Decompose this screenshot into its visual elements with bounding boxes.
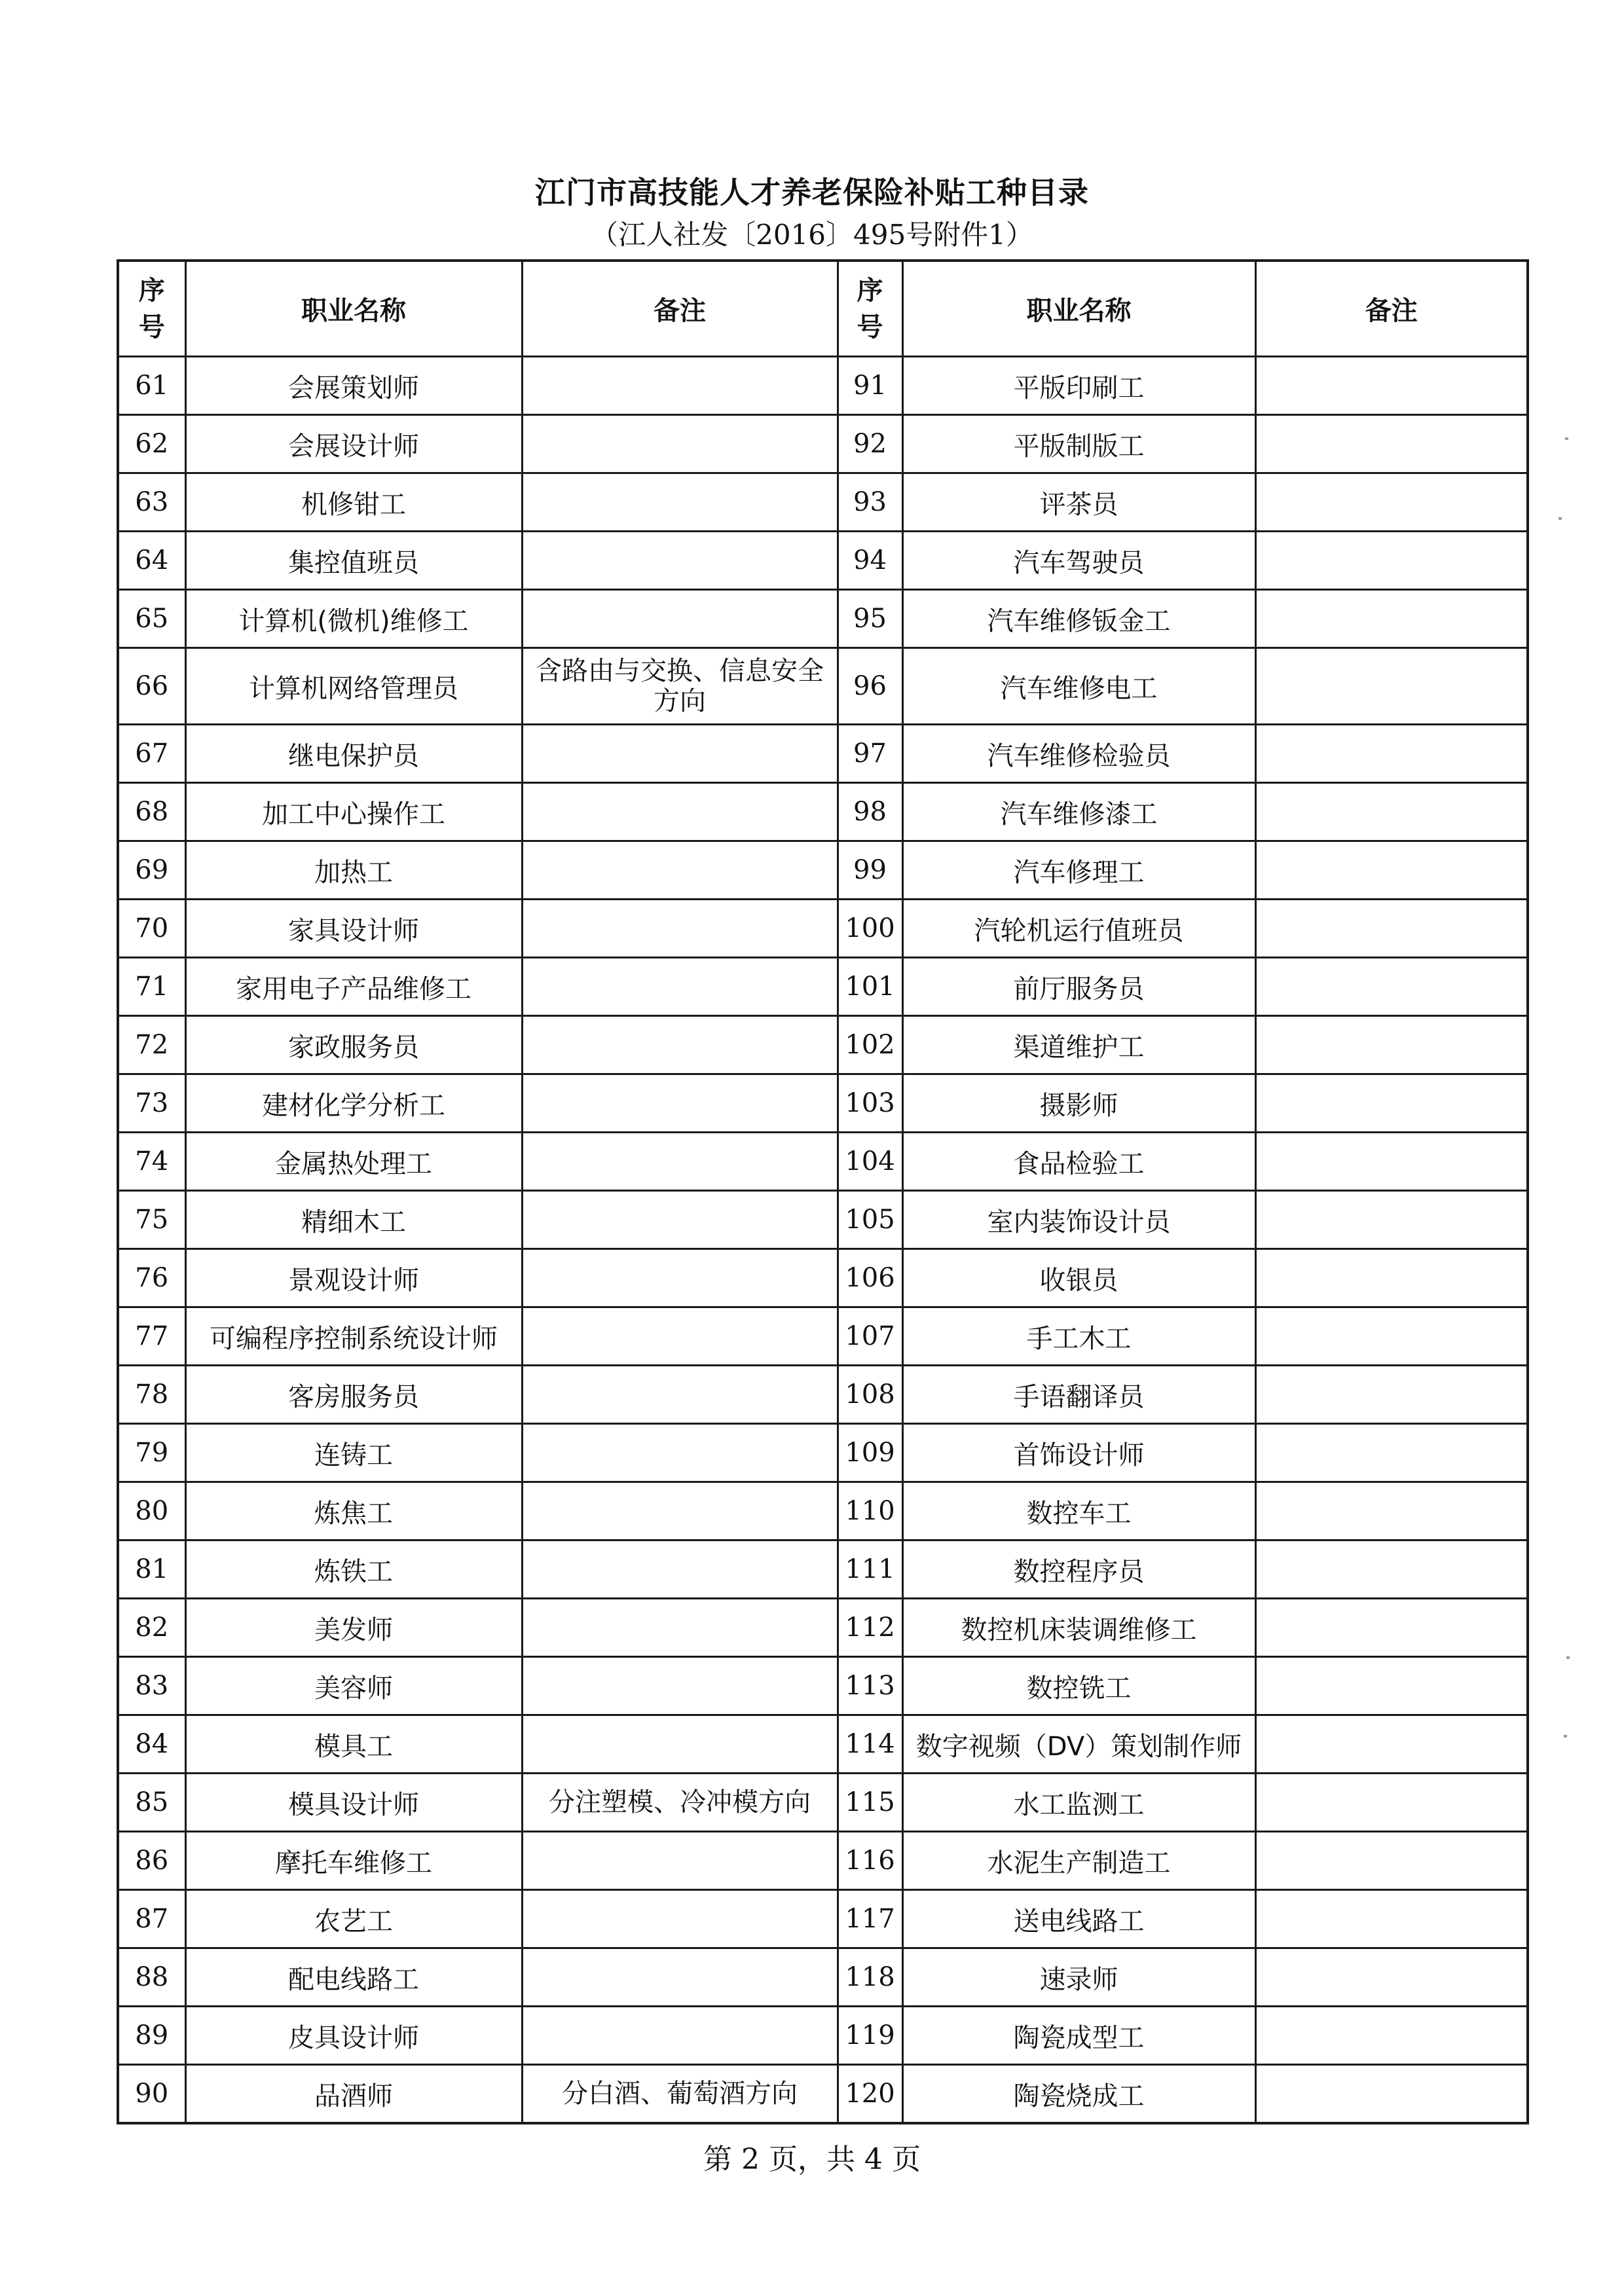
occupation-cell-left: 配电线路工 (185, 1948, 522, 2007)
occupation-cell-right: 平版印刷工 (902, 357, 1255, 415)
remark-cell-left (522, 2007, 838, 2065)
remark-cell-right (1255, 1890, 1528, 1948)
occupation-cell-right: 手语翻译员 (902, 1366, 1255, 1424)
remark-cell-left (522, 415, 838, 473)
remark-cell-left (522, 841, 838, 900)
table-row (118, 1540, 1528, 1599)
seq-cell-left: 85 (118, 1774, 185, 1832)
seq-cell-left: 81 (118, 1540, 185, 1599)
header-seq-text: 序 号 (138, 275, 165, 342)
seq-cell-right: 117 (838, 1890, 902, 1948)
table-row (118, 900, 1528, 958)
occupation-cell-right: 摄影师 (902, 1074, 1255, 1133)
occupation-cell-right: 汽车维修检验员 (902, 725, 1255, 783)
table-row (118, 783, 1528, 841)
table-header-row (118, 261, 1528, 357)
seq-cell-right: 103 (838, 1074, 902, 1133)
table-row (118, 958, 1528, 1016)
occupation-cell-right: 前厅服务员 (902, 958, 1255, 1016)
table-row (118, 1948, 1528, 2007)
remark-cell-left (522, 1366, 838, 1424)
remark-cell-left (522, 1191, 838, 1249)
seq-cell-right: 93 (838, 473, 902, 532)
occupation-cell-left: 模具设计师 (185, 1774, 522, 1832)
remark-cell-left (522, 590, 838, 648)
seq-cell-right: 119 (838, 2007, 902, 2065)
occupation-cell-left: 品酒师 (185, 2065, 522, 2124)
remark-cell-right (1255, 1774, 1528, 1832)
remark-cell-left: 分注塑模、冷冲模方向 (522, 1774, 838, 1832)
remark-cell-right (1255, 1074, 1528, 1133)
remark-cell-right (1255, 473, 1528, 532)
seq-cell-right: 92 (838, 415, 902, 473)
seq-cell-right: 101 (838, 958, 902, 1016)
table-row (118, 1191, 1528, 1249)
page-footer: 第 2 页，共 4 页 (703, 2143, 921, 2176)
remark-cell-right (1255, 590, 1528, 648)
table-row (118, 1890, 1528, 1948)
occupation-cell-right: 评茶员 (902, 473, 1255, 532)
seq-cell-left: 66 (118, 648, 185, 725)
remark-cell-left (522, 1482, 838, 1540)
occupation-cell-left: 精细木工 (185, 1191, 522, 1249)
remark-cell-right (1255, 1366, 1528, 1424)
remark-cell-left (522, 783, 838, 841)
table-row (118, 1715, 1528, 1774)
occupation-cell-left: 金属热处理工 (185, 1133, 522, 1191)
remark-cell-left (522, 900, 838, 958)
remark-cell-left (522, 1599, 838, 1657)
table-row (118, 415, 1528, 473)
table-row (118, 648, 1528, 725)
seq-cell-right: 106 (838, 1249, 902, 1307)
seq-cell-left: 68 (118, 783, 185, 841)
table-row (118, 1599, 1528, 1657)
table-row (118, 725, 1528, 783)
occupation-cell-left: 建材化学分析工 (185, 1074, 522, 1133)
table-row (118, 1832, 1528, 1890)
remark-cell-right (1255, 1715, 1528, 1774)
header-occupation-right: 职业名称 (902, 261, 1255, 357)
occupation-cell-left: 家具设计师 (185, 900, 522, 958)
occupation-cell-right: 数控铣工 (902, 1657, 1255, 1715)
remark-cell-left (522, 1249, 838, 1307)
scan-speck (1559, 517, 1562, 520)
occupation-cell-right: 数控车工 (902, 1482, 1255, 1540)
document-subtitle: （江人社发〔2016〕495号附件1） (591, 219, 1033, 251)
seq-cell-left: 74 (118, 1133, 185, 1191)
occupation-cell-left: 加工中心操作工 (185, 783, 522, 841)
remark-cell-right (1255, 958, 1528, 1016)
occupation-cell-right: 汽轮机运行值班员 (902, 900, 1255, 958)
occupation-cell-right: 陶瓷烧成工 (902, 2065, 1255, 2124)
seq-cell-right: 107 (838, 1307, 902, 1366)
occupation-cell-right: 汽车维修钣金工 (902, 590, 1255, 648)
seq-cell-right: 98 (838, 783, 902, 841)
remark-cell-left (522, 1657, 838, 1715)
remark-cell-right (1255, 1832, 1528, 1890)
seq-cell-left: 86 (118, 1832, 185, 1890)
seq-cell-right: 97 (838, 725, 902, 783)
seq-cell-left: 82 (118, 1599, 185, 1657)
table-body (118, 357, 1528, 2124)
occupation-cell-right: 收银员 (902, 1249, 1255, 1307)
remark-cell-left: 含路由与交换、信息安全方向 (522, 648, 838, 725)
seq-cell-right: 95 (838, 590, 902, 648)
seq-cell-right: 109 (838, 1424, 902, 1482)
seq-cell-left: 77 (118, 1307, 185, 1366)
table-row (118, 532, 1528, 590)
table-row (118, 1249, 1528, 1307)
seq-cell-left: 87 (118, 1890, 185, 1948)
seq-cell-left: 84 (118, 1715, 185, 1774)
seq-cell-left: 61 (118, 357, 185, 415)
seq-cell-left: 65 (118, 590, 185, 648)
occupation-cell-left: 机修钳工 (185, 473, 522, 532)
header-seq-text: 序 号 (857, 275, 883, 342)
occupation-cell-right: 速录师 (902, 1948, 1255, 2007)
remark-cell-left (522, 725, 838, 783)
seq-cell-right: 104 (838, 1133, 902, 1191)
header-seq-left (118, 261, 185, 357)
occupation-cell-left: 农艺工 (185, 1890, 522, 1948)
occupation-cell-left: 连铸工 (185, 1424, 522, 1482)
occupation-table (117, 259, 1529, 2124)
table-row (118, 2065, 1528, 2124)
header-occupation-left: 职业名称 (185, 261, 522, 357)
table-row (118, 590, 1528, 648)
seq-cell-right: 96 (838, 648, 902, 725)
occupation-cell-right: 汽车维修电工 (902, 648, 1255, 725)
remark-cell-right (1255, 2065, 1528, 2124)
seq-cell-left: 79 (118, 1424, 185, 1482)
remark-cell-left (522, 1016, 838, 1074)
remark-cell-left (522, 1540, 838, 1599)
occupation-cell-left: 计算机(微机)维修工 (185, 590, 522, 648)
seq-cell-right: 120 (838, 2065, 902, 2124)
occupation-cell-left: 会展设计师 (185, 415, 522, 473)
table-row (118, 1774, 1528, 1832)
seq-cell-right: 116 (838, 1832, 902, 1890)
table-row (118, 841, 1528, 900)
table-row (118, 1482, 1528, 1540)
remark-cell-right (1255, 1599, 1528, 1657)
seq-cell-left: 63 (118, 473, 185, 532)
table-row (118, 1016, 1528, 1074)
table-row (118, 2007, 1528, 2065)
table-row (118, 1657, 1528, 1715)
header-seq-right (838, 261, 902, 357)
occupation-cell-right: 送电线路工 (902, 1890, 1255, 1948)
occupation-cell-right: 室内装饰设计员 (902, 1191, 1255, 1249)
seq-cell-right: 114 (838, 1715, 902, 1774)
remark-cell-left (522, 1307, 838, 1366)
occupation-cell-right: 汽车维修漆工 (902, 783, 1255, 841)
occupation-cell-left: 会展策划师 (185, 357, 522, 415)
occupation-cell-right: 数控程序员 (902, 1540, 1255, 1599)
occupation-cell-left: 计算机网络管理员 (185, 648, 522, 725)
occupation-cell-right: 渠道维护工 (902, 1016, 1255, 1074)
occupation-cell-left: 美发师 (185, 1599, 522, 1657)
seq-cell-right: 111 (838, 1540, 902, 1599)
scan-speck (1565, 437, 1568, 440)
occupation-cell-right: 水工监测工 (902, 1774, 1255, 1832)
occupation-cell-right: 陶瓷成型工 (902, 2007, 1255, 2065)
seq-cell-left: 64 (118, 532, 185, 590)
remark-cell-right (1255, 357, 1528, 415)
remark-cell-right (1255, 1307, 1528, 1366)
table-row (118, 1074, 1528, 1133)
seq-cell-right: 118 (838, 1948, 902, 2007)
occupation-cell-right: 平版制版工 (902, 415, 1255, 473)
occupation-cell-right: 手工木工 (902, 1307, 1255, 1366)
table-row (118, 1424, 1528, 1482)
header-remark-left: 备注 (522, 261, 838, 357)
occupation-cell-left: 模具工 (185, 1715, 522, 1774)
seq-cell-left: 62 (118, 415, 185, 473)
remark-cell-left (522, 1890, 838, 1948)
occupation-cell-right: 数字视频（DV）策划制作师 (902, 1715, 1255, 1774)
remark-cell-right (1255, 1482, 1528, 1540)
occupation-cell-left: 可编程序控制系统设计师 (185, 1307, 522, 1366)
seq-cell-right: 94 (838, 532, 902, 590)
remark-cell-left (522, 1948, 838, 2007)
document-title: 江门市高技能人才养老保险补贴工种目录 (535, 175, 1089, 210)
remark-cell-left (522, 1133, 838, 1191)
remark-cell-right (1255, 1948, 1528, 2007)
seq-cell-right: 112 (838, 1599, 902, 1657)
seq-cell-left: 88 (118, 1948, 185, 2007)
table-row (118, 1133, 1528, 1191)
occupation-cell-right: 数控机床装调维修工 (902, 1599, 1255, 1657)
seq-cell-left: 80 (118, 1482, 185, 1540)
occupation-cell-left: 摩托车维修工 (185, 1832, 522, 1890)
remark-cell-right (1255, 1016, 1528, 1074)
occupation-cell-left: 家用电子产品维修工 (185, 958, 522, 1016)
remark-cell-right (1255, 2007, 1528, 2065)
occupation-cell-left: 集控值班员 (185, 532, 522, 590)
remark-cell-right (1255, 1191, 1528, 1249)
seq-cell-left: 70 (118, 900, 185, 958)
seq-cell-left: 75 (118, 1191, 185, 1249)
scan-speck (1564, 1735, 1567, 1738)
remark-cell-left (522, 958, 838, 1016)
seq-cell-left: 76 (118, 1249, 185, 1307)
occupation-cell-right: 首饰设计师 (902, 1424, 1255, 1482)
occupation-cell-left: 炼铁工 (185, 1540, 522, 1599)
remark-cell-right (1255, 783, 1528, 841)
table-row (118, 473, 1528, 532)
seq-cell-right: 102 (838, 1016, 902, 1074)
seq-cell-left: 83 (118, 1657, 185, 1715)
occupation-cell-right: 水泥生产制造工 (902, 1832, 1255, 1890)
remark-cell-right (1255, 725, 1528, 783)
seq-cell-left: 67 (118, 725, 185, 783)
seq-cell-left: 73 (118, 1074, 185, 1133)
remark-cell-right (1255, 1540, 1528, 1599)
table-row (118, 1307, 1528, 1366)
remark-cell-right (1255, 841, 1528, 900)
remark-cell-left (522, 473, 838, 532)
occupation-cell-left: 加热工 (185, 841, 522, 900)
remark-cell-left (522, 1715, 838, 1774)
remark-cell-right (1255, 415, 1528, 473)
remark-cell-right (1255, 1249, 1528, 1307)
occupation-cell-left: 美容师 (185, 1657, 522, 1715)
remark-cell-right (1255, 1133, 1528, 1191)
seq-cell-right: 110 (838, 1482, 902, 1540)
remark-cell-left (522, 357, 838, 415)
seq-cell-right: 105 (838, 1191, 902, 1249)
remark-cell-left (522, 532, 838, 590)
seq-cell-right: 100 (838, 900, 902, 958)
occupation-cell-left: 皮具设计师 (185, 2007, 522, 2065)
remark-cell-left (522, 1424, 838, 1482)
occupation-cell-right: 食品检验工 (902, 1133, 1255, 1191)
remark-cell-right (1255, 1424, 1528, 1482)
seq-cell-right: 99 (838, 841, 902, 900)
remark-cell-left: 分白酒、葡萄酒方向 (522, 2065, 838, 2124)
seq-cell-left: 69 (118, 841, 185, 900)
scan-speck (1566, 1656, 1570, 1659)
remark-cell-right (1255, 532, 1528, 590)
seq-cell-right: 91 (838, 357, 902, 415)
remark-cell-right (1255, 1657, 1528, 1715)
remark-cell-right (1255, 648, 1528, 725)
seq-cell-left: 89 (118, 2007, 185, 2065)
occupation-cell-left: 客房服务员 (185, 1366, 522, 1424)
occupation-cell-left: 继电保护员 (185, 725, 522, 783)
table-row (118, 357, 1528, 415)
occupation-cell-right: 汽车驾驶员 (902, 532, 1255, 590)
occupation-cell-right: 汽车修理工 (902, 841, 1255, 900)
remark-cell-left (522, 1832, 838, 1890)
occupation-cell-left: 炼焦工 (185, 1482, 522, 1540)
header-remark-right: 备注 (1255, 261, 1528, 357)
seq-cell-left: 78 (118, 1366, 185, 1424)
remark-cell-right (1255, 900, 1528, 958)
seq-cell-left: 72 (118, 1016, 185, 1074)
remark-cell-left (522, 1074, 838, 1133)
seq-cell-right: 113 (838, 1657, 902, 1715)
seq-cell-left: 90 (118, 2065, 185, 2124)
table-row (118, 1366, 1528, 1424)
occupation-cell-left: 景观设计师 (185, 1249, 522, 1307)
seq-cell-right: 115 (838, 1774, 902, 1832)
occupation-cell-left: 家政服务员 (185, 1016, 522, 1074)
seq-cell-right: 108 (838, 1366, 902, 1424)
seq-cell-left: 71 (118, 958, 185, 1016)
